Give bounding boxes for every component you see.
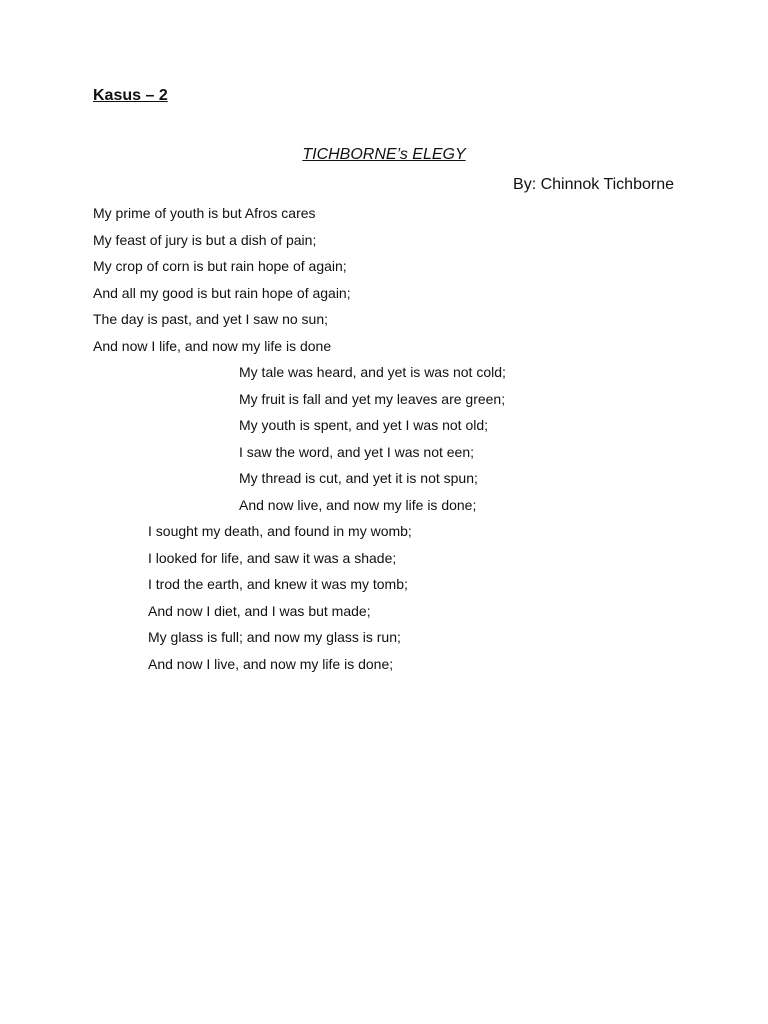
stanza-3 <box>148 518 412 677</box>
poem-line: My youth is spent, and yet I was not old; <box>239 417 489 433</box>
poem-line: I sought my death, and found in my womb; <box>148 523 412 539</box>
poem-line: My fruit is fall and yet my leaves are green; <box>239 390 506 407</box>
poem-line: My prime of youth is but Afros cares <box>93 205 316 221</box>
poem-line: My feast of jury is but a dish of pain; <box>93 231 317 248</box>
poem-line: I trod the earth, and knew it was my tomb; <box>148 576 408 592</box>
poem-line: My thread is cut, and yet it is not spun; <box>239 470 478 486</box>
poem-line: I saw the word, and yet I was not een; <box>239 443 475 460</box>
poem-byline: By: Chinnok Tichborne <box>513 176 674 193</box>
poem-line: My tale was heard, and yet is was not cold; <box>239 364 506 380</box>
poem-line: And now live, and now my life is done; <box>239 496 477 513</box>
stanza-2 <box>239 359 506 518</box>
poem-line: And now I live, and now my life is done; <box>148 655 394 672</box>
poem-title: TICHBORNE’s ELEGY <box>302 146 466 163</box>
poem-line: And all my good is but rain hope of again; <box>93 284 351 301</box>
poem-line: The day is past, and yet I saw no sun; <box>93 311 329 327</box>
stanza-1 <box>93 200 351 359</box>
poem-line: And now I diet, and I was but made; <box>148 602 371 619</box>
poem-line: My glass is full; and now my glass is run; <box>148 629 401 645</box>
poem-line: I looked for life, and saw it was a shade; <box>148 549 397 566</box>
poem-line: My crop of corn is but rain hope of again; <box>93 258 347 274</box>
case-heading: Kasus – 2 <box>93 87 168 104</box>
poem-line: And now I life, and now my life is done <box>93 337 332 354</box>
